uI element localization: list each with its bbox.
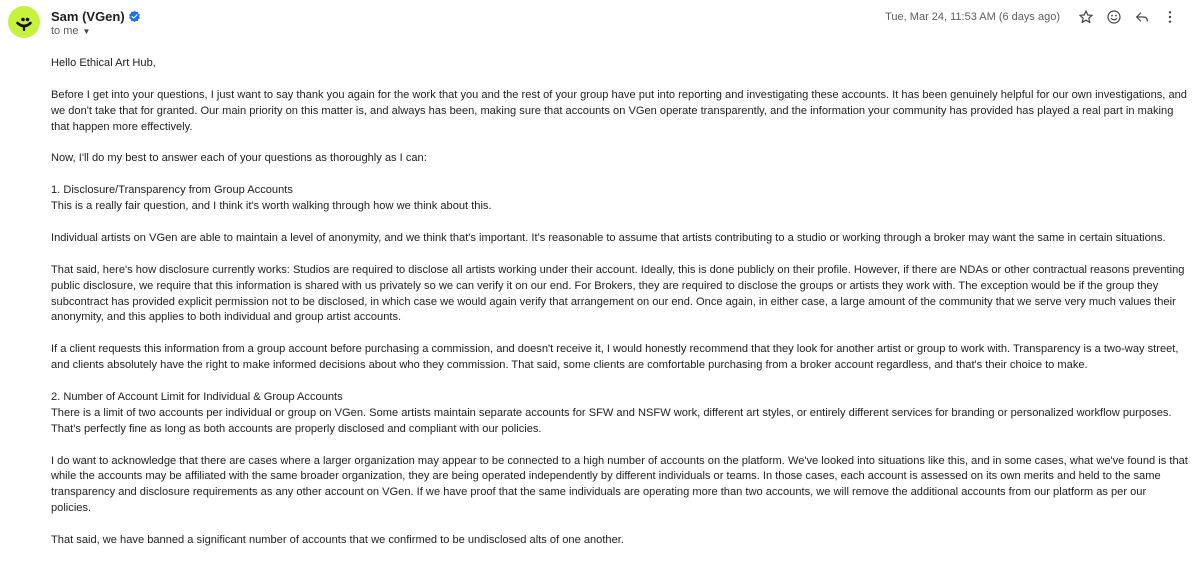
reply-icon: [1134, 9, 1150, 25]
reply-button[interactable]: [1128, 6, 1156, 28]
body-paragraph: I do want to acknowledge that there are cases where a larger organization may appear to be connected to a high number of accounts on the platform. We've looked into situations like this, and in some cases, what we've found is that while the accounts may be affiliated with the same broader organization, they are being operated independently by different individuals or teams. In those cases, each account is assessed on its own merits and held to the same transparency and disclosure requirements as any other account on VGen. If we have proof that the same individuals are operating more than two accounts, we will remove the additional accounts from our platform as per our policies.: [51, 454, 1188, 515]
greeting: Hello Ethical Art Hub,: [51, 57, 156, 69]
emoji-icon: [1106, 9, 1122, 25]
email-header: [0, 0, 1200, 50]
body-paragraph: If a client requests this information from a group account before purchasing a commission, and doesn't receive it, I would honestly recommend that they look for another artist or group to work with. Transparency is a two-way street, and clients absolutely have the right to make informed decisions about who they commission. That said, some clients are comfortable purchasing from a broker account regardless, and that's their choice to make.: [51, 343, 1179, 372]
body-paragraph: That said, we have banned a significant number of accounts that we confirmed to be undisclosed alts of one another.: [51, 534, 624, 547]
vgen-logo-icon: [13, 11, 35, 33]
add-reaction-button[interactable]: [1100, 6, 1128, 28]
sender-row: [51, 9, 141, 24]
section-heading: 1. Disclosure/Transparency from Group Accounts: [51, 184, 293, 197]
chevron-down-icon: ▼: [82, 26, 91, 36]
avatar[interactable]: [8, 6, 40, 38]
message-actions: [885, 6, 1184, 28]
body-paragraph: That said, here's how disclosure currently works: Studios are required to disclose all artists working under their account. Ideally, this is done publicly on their profile. However, if there are NDAs or other contractual reasons preventing public disclosure, we require that this information is shared with us privately so we can verify it on our end. For Brokers, they are required to disclose the groups or artists they work with. The exception would be if the group they subcontract has provided explicit permission not to be disclosed, in which case we would again verify that arrangement on our end. Once again, in either case, a large amount of the community that we serve very much values their anonymity, and this applies to both individual and group artist accounts.: [51, 263, 1185, 324]
recipient-label: to me: [51, 25, 79, 37]
body-paragraph: Now, I'll do my best to answer each of your questions as thoroughly as I can:: [51, 152, 427, 165]
body-paragraph: Before I get into your questions, I just want to say thank you again for the work that you and the rest of your group have put into reporting and investigating these accounts. It has been genuinely helpful for our own investigations, and we don't take that for granted. Our main priority on this matter is, and always has been, making sure that accounts on VGen operate transparently, and the information your community has provided has played a real part in making that happen more effectively.: [51, 88, 1187, 133]
star-icon: [1078, 9, 1094, 25]
sender-name[interactable]: Sam (VGen): [51, 9, 125, 24]
timestamp: Tue, Mar 24, 11:53 AM (6 days ago): [885, 11, 1060, 23]
recipient-dropdown[interactable]: [51, 25, 90, 37]
more-options-button[interactable]: [1156, 6, 1184, 28]
body-paragraph: This is a really fair question, and I think it's worth walking through how we think about this.: [51, 200, 492, 213]
email-body: [51, 56, 1189, 565]
star-button[interactable]: [1072, 6, 1100, 28]
section-heading: 2. Number of Account Limit for Individual & Group Accounts: [51, 390, 343, 403]
verified-badge-icon: [128, 10, 141, 23]
body-paragraph: There is a limit of two accounts per individual or group on VGen. Some artists maintain separate accounts for SFW and NSFW work, different art styles, or entirely different services for branding or personalized workflow purposes. That's perfectly fine as long as both accounts are properly disclosed and compliant with our policies.: [51, 406, 1172, 435]
body-paragraph: Individual artists on VGen are able to maintain a level of anonymity, and we think that's important. It's reasonable to assume that artists contributing to a studio or working through a broker may want the same in certain situations.: [51, 231, 1166, 244]
more-vert-icon: [1162, 9, 1178, 25]
